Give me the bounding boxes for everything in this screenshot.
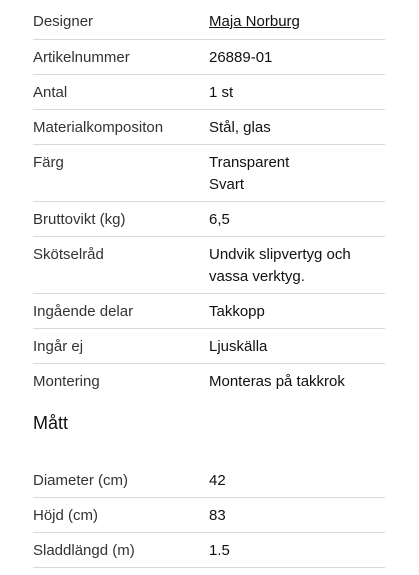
- spec-value: 26889-01: [209, 49, 273, 66]
- designer-link[interactable]: Maja Norburg: [209, 13, 300, 30]
- spec-label: Sladdlängd (m): [33, 542, 135, 559]
- spec-value: [209, 244, 385, 293]
- spec-label: Materialkompositon: [33, 119, 164, 136]
- spec-value: 6,5: [209, 211, 230, 228]
- color-value-line: Svart: [209, 176, 245, 193]
- spec-row-color: [33, 145, 385, 202]
- spec-label: Färg: [33, 154, 64, 171]
- spec-label: Ingår ej: [33, 338, 84, 355]
- spec-label: Ingående delar: [33, 303, 134, 320]
- spec-row-material: [33, 110, 385, 145]
- spec-label: Antal: [33, 84, 68, 101]
- spec-value: 42: [209, 472, 226, 489]
- spec-value: [209, 152, 385, 201]
- spec-row-article-number: [33, 40, 385, 75]
- spec-value: 83: [209, 507, 226, 524]
- spec-value: 1.5: [209, 542, 230, 559]
- spec-row-care: [33, 237, 385, 294]
- spec-row-included-parts: [33, 294, 385, 329]
- spec-row-not-included: [33, 329, 385, 364]
- spec-label: Bruttovikt (kg): [33, 211, 126, 228]
- care-value-line: vassa verktyg.: [209, 268, 305, 285]
- spec-label: Diameter (cm): [33, 472, 129, 489]
- dimensions-heading: Mått: [33, 413, 69, 433]
- product-spec-table: [33, 4, 385, 568]
- color-value-line: Transparent: [209, 154, 290, 171]
- spec-row-mounting: [33, 364, 385, 399]
- spec-row-diameter: [33, 463, 385, 498]
- spec-label: Höjd (cm): [33, 507, 99, 524]
- spec-row-designer: [33, 4, 385, 40]
- spec-label: Montering: [33, 373, 100, 390]
- spec-label: Skötselråd: [33, 246, 104, 263]
- spec-value: Stål, glas: [209, 119, 271, 136]
- spec-value: 1 st: [209, 84, 234, 101]
- spec-label: Designer: [33, 13, 94, 30]
- spec-row-height: [33, 498, 385, 533]
- spec-row-cord-length: [33, 533, 385, 568]
- spec-label: Artikelnummer: [33, 49, 130, 66]
- spec-row-gross-weight: [33, 202, 385, 237]
- spec-value: Takkopp: [209, 303, 265, 320]
- care-value-line: Undvik slipvertyg och: [209, 246, 351, 263]
- spec-value: Monteras på takkrok: [209, 373, 345, 390]
- spec-value: Ljuskälla: [209, 338, 268, 355]
- section-spacer: [33, 441, 385, 463]
- spec-row-quantity: [33, 75, 385, 110]
